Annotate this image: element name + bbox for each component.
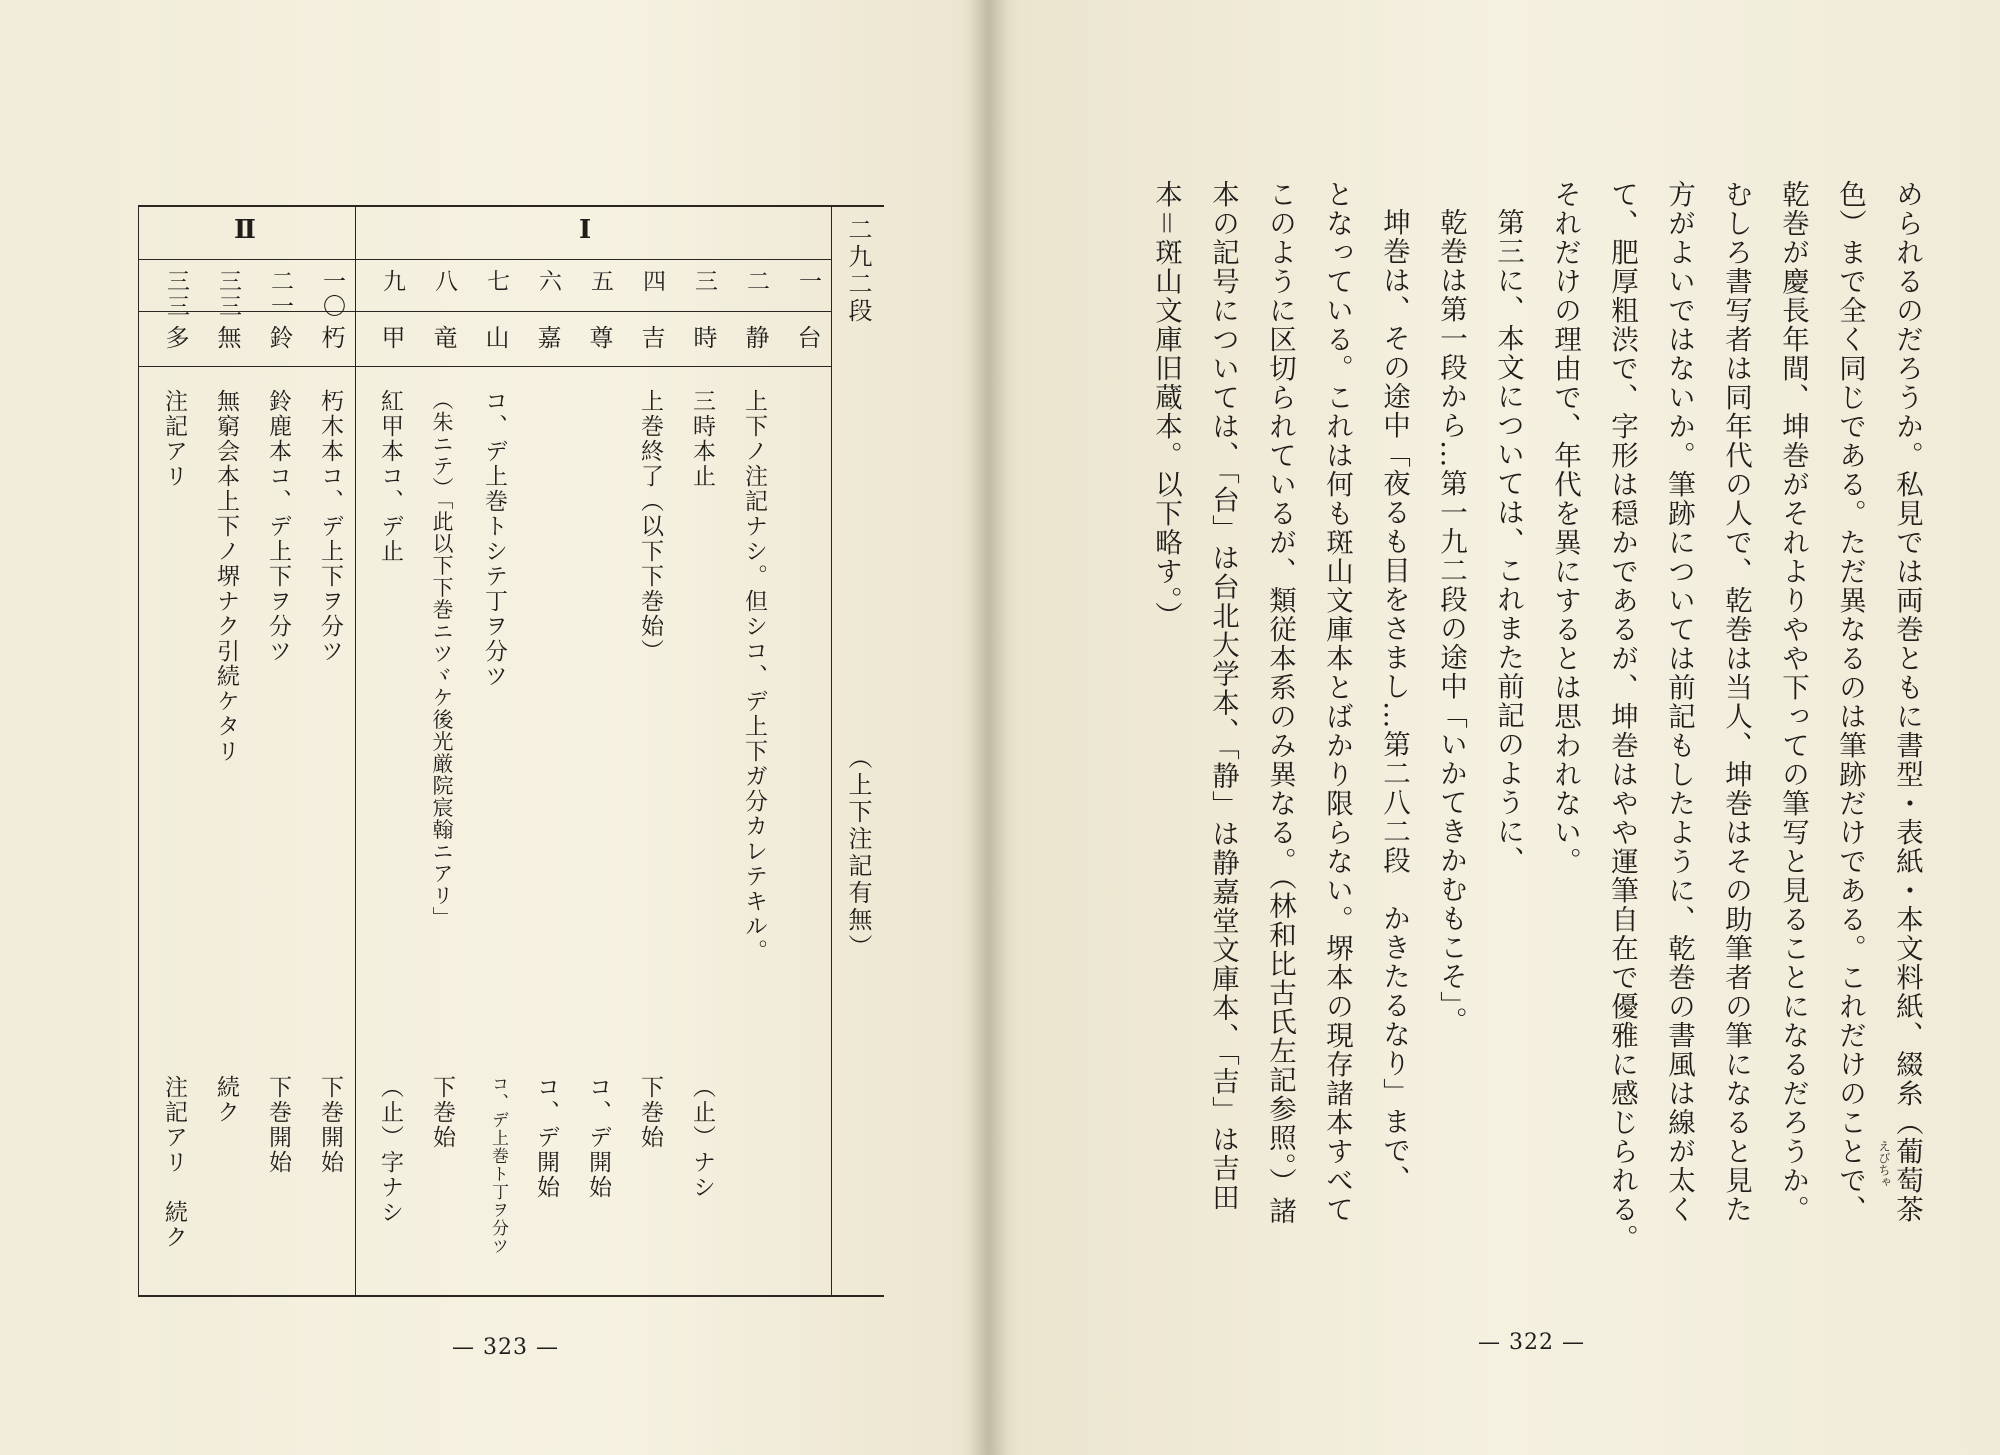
column-number: 七 <box>483 269 509 294</box>
table-column <box>779 207 831 1295</box>
column-abbr: 山 <box>481 325 509 351</box>
text-line: められるのだろうか。私見では両巻ともに書型・表紙・本文料紙、綴糸（葡萄茶 <box>1891 180 1923 1224</box>
table-column <box>675 207 727 1295</box>
table-header-column <box>831 207 884 1295</box>
column-note: コ、デ上巻トシテ丁ヲ分ツ <box>481 389 507 689</box>
text-line: となっている。これは何も斑山文庫本とばかり限らない。堺本の現存諸本すべて <box>1321 180 1353 1224</box>
text-line: 乾巻は第一段から…第一九二段の途中「いかてきかむもこそ」。 <box>1435 207 1467 1035</box>
table-column <box>147 207 199 1295</box>
column-note-lower: 下巻始 <box>429 1075 455 1150</box>
page-number-right: — 322 — <box>1478 1330 1585 1355</box>
text-line: 色）まで全く同じである。ただ異なるのは筆跡だけである。これだけのことで、 <box>1834 180 1866 1224</box>
column-note-lower: コ、デ上巻ト丁ヲ分ツ <box>488 1075 508 1255</box>
text-line: 乾巻が慶長年間、坤巻がそれよりやや下っての筆写と見ることになるだろうか。 <box>1777 180 1809 1224</box>
column-note: 紅甲本コ、デ止 <box>377 389 403 564</box>
table-header-subtitle: （上下注記有無） <box>844 745 872 961</box>
column-abbr: 嘉 <box>533 325 561 351</box>
table-column <box>623 207 675 1295</box>
column-abbr: 竜 <box>429 325 457 351</box>
ruby-reading: えびちゃ <box>1877 1140 1891 1188</box>
column-note-lower: 注記アリ 続ク <box>161 1075 187 1250</box>
column-number: 三 <box>691 269 717 294</box>
text-line: それだけの理由で、年代を異にするとは思われない。 <box>1549 180 1581 876</box>
text-line: 本＝斑山文庫旧蔵本。以下略す。） <box>1150 180 1182 631</box>
table-column <box>303 207 355 1295</box>
table-column <box>415 207 467 1295</box>
column-note-lower: 下巻始 <box>637 1075 663 1150</box>
column-note-lower: 下巻開始 <box>265 1075 291 1175</box>
column-number: 一〇 <box>319 269 345 319</box>
column-note: 上巻終了（以下下巻始） <box>637 389 663 664</box>
column-abbr: 尊 <box>585 325 613 351</box>
column-note-lower: 下巻開始 <box>317 1075 343 1175</box>
table-column <box>363 207 415 1295</box>
column-note: （朱ニテ）「此以下下巻ニツヾケ後光厳院宸翰ニアリ」 <box>430 389 454 929</box>
column-note-lower: コ、デ開始 <box>533 1075 559 1200</box>
book-gutter <box>968 0 1008 1455</box>
text-line: 本の記号については、「台」は台北大学本、「静」は静嘉堂文庫本、「吉」は吉田 <box>1207 180 1239 1212</box>
text-line: 坤巻は、その途中「夜るも目をさまし…第二八二段 かきたるなり」まで、 <box>1378 207 1410 1194</box>
column-note: 上下ノ注記ナシ。但シコ、デ上下ガ分カレテキル。 <box>741 389 767 964</box>
table-column <box>467 207 519 1295</box>
section-divider <box>355 207 356 259</box>
column-number: 八 <box>431 269 457 294</box>
column-abbr: 静 <box>741 325 769 351</box>
text-line: むしろ書写者は同年代の人で、乾巻は当人、坤巻はその助筆者の筆になると見た <box>1720 180 1752 1224</box>
column-abbr: 時 <box>689 325 717 351</box>
text-line: 第三に、本文については、これまた前記のように、 <box>1492 207 1524 875</box>
column-abbr: 多 <box>161 325 189 351</box>
column-abbr: 朽 <box>317 325 345 351</box>
table-header-title: 二九二段 <box>844 217 872 325</box>
column-note-lower: （止）字ナシ <box>377 1075 403 1225</box>
column-number: 二一 <box>267 269 293 319</box>
column-note: 無窮会本上下ノ堺ナク引続ケタリ <box>213 389 239 764</box>
column-number: 二 <box>743 269 769 294</box>
column-number: 三三 <box>215 269 241 319</box>
column-note-lower: （止）ナシ <box>689 1075 715 1200</box>
column-number: 九 <box>379 269 405 294</box>
table-column <box>571 207 623 1295</box>
text-line: このように区切られているが、類従本系のみ異なる。（林和比古氏左記参照。）諸 <box>1264 180 1296 1226</box>
column-number: 三三 <box>163 269 189 319</box>
text-line: 方がよいではないか。筆跡については前記もしたように、乾巻の書風は線が太く <box>1663 180 1695 1224</box>
column-abbr: 吉 <box>637 325 665 351</box>
table-column <box>199 207 251 1295</box>
table-column <box>727 207 779 1295</box>
page-number-left: — 323 — <box>452 1335 559 1360</box>
section-label-II: Ⅱ <box>234 215 256 245</box>
section-label-I: Ⅰ <box>579 215 592 245</box>
table-column <box>251 207 303 1295</box>
column-number: 四 <box>639 269 665 294</box>
column-abbr: 無 <box>213 325 241 351</box>
column-note: 三時本止 <box>689 389 715 489</box>
column-note: 注記アリ <box>161 389 187 489</box>
text-line: て、肥厚粗渋で、字形は穏かであるが、坤巻はやや運筆自在で優雅に感じられる。 <box>1606 180 1638 1253</box>
section-divider-body <box>355 259 356 1295</box>
column-abbr: 台 <box>793 325 821 351</box>
column-note: 鈴鹿本コ、デ上下ヲ分ツ <box>265 389 291 664</box>
column-number: 一 <box>795 269 821 294</box>
column-note: 朽木本コ、デ上下ヲ分ツ <box>317 389 343 664</box>
column-number: 六 <box>535 269 561 294</box>
body-text <box>1115 180 1935 1370</box>
table-column <box>519 207 571 1295</box>
column-number: 五 <box>587 269 613 294</box>
column-note-lower: コ、デ開始 <box>585 1075 611 1200</box>
table-header <box>840 217 876 961</box>
column-abbr: 甲 <box>377 325 405 351</box>
column-note-lower: 続ク <box>213 1075 239 1125</box>
collation-table <box>138 205 884 1297</box>
column-abbr: 鈴 <box>265 325 293 351</box>
